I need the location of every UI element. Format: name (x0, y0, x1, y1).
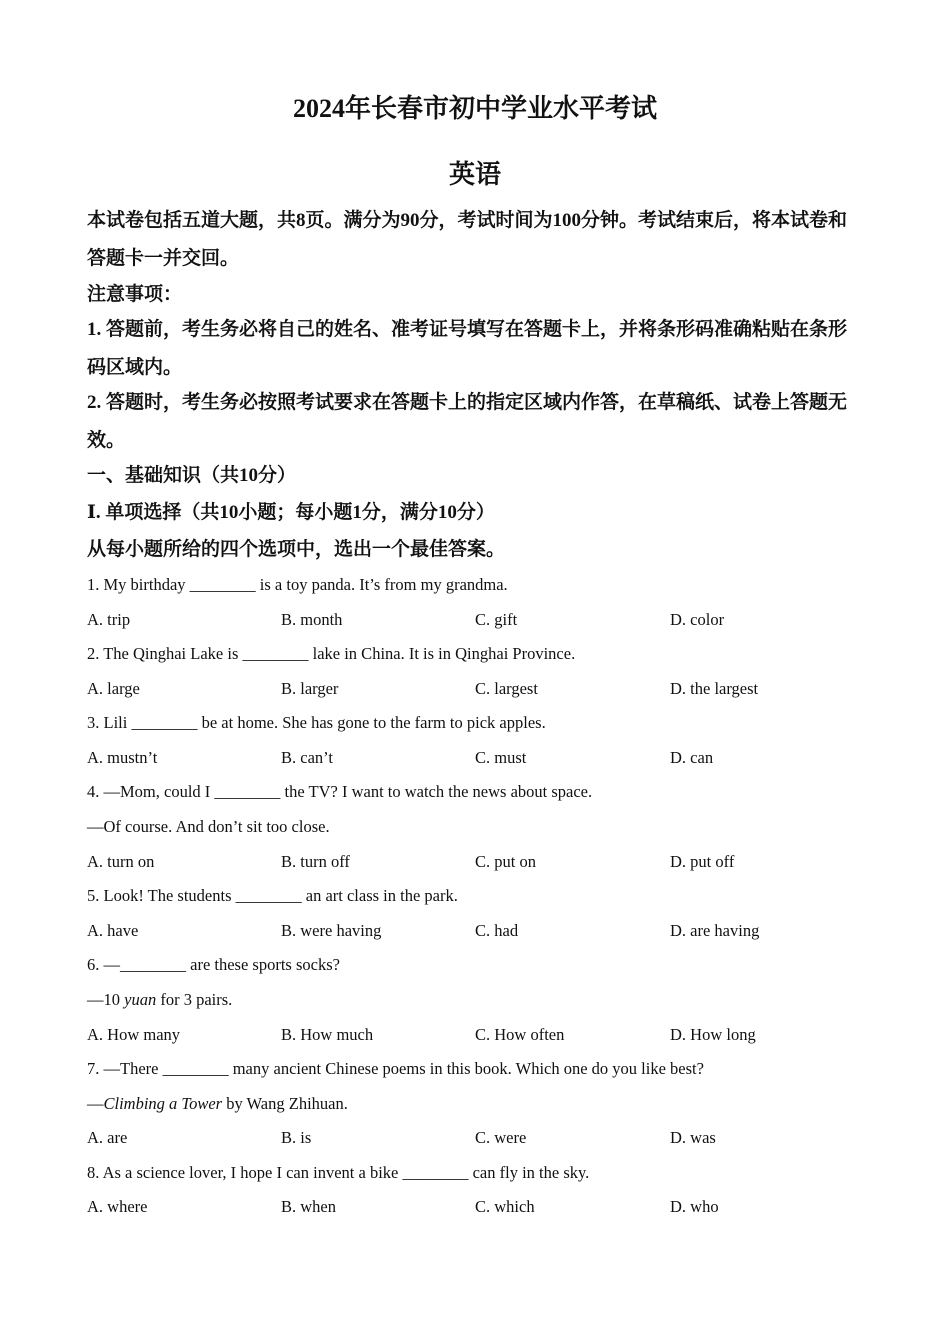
options-row (87, 1024, 863, 1046)
option-b: B. month (281, 610, 343, 629)
question-stem: 2. The Qinghai Lake is ________ lake in China. It is in Qinghai Province. (87, 644, 576, 663)
option-a: A. How many (87, 1025, 181, 1044)
options-row (87, 609, 863, 631)
option-b: B. when (281, 1197, 336, 1216)
part-direction: 从每小题所给的四个选项中，选出一个最佳答案。 (87, 539, 506, 560)
reply-italic-text: yuan (124, 990, 157, 1009)
notice-item-2: 2. 答题时，考生务必按照考试要求在答题卡上的指定区域内作答，在草稿纸、试卷上答题无效。 (87, 392, 848, 451)
reply-italic-text: Climbing a Tower (103, 1094, 223, 1113)
dialogue-reply: —Of course. And don’t sit too close. (87, 817, 330, 836)
options-row (87, 851, 863, 873)
option-d: D. the largest (670, 679, 759, 698)
option-c: C. gift (475, 610, 518, 629)
options-row (87, 747, 863, 769)
option-a: A. mustn’t (87, 748, 158, 767)
option-a: A. have (87, 921, 139, 940)
reply-text: for 3 pairs. (156, 990, 233, 1009)
option-d: D. are having (670, 921, 760, 940)
option-d: D. How long (670, 1025, 756, 1044)
option-d: D. can (670, 748, 714, 767)
section-title: 一、基础知识（共10分） (87, 465, 297, 486)
question-stem: 5. Look! The students ________ an art class in the park. (87, 886, 458, 905)
option-b: B. is (281, 1128, 312, 1147)
option-c: C. put on (475, 852, 536, 871)
option-a: A. where (87, 1197, 148, 1216)
option-c: C. which (475, 1197, 535, 1216)
reply-text: —10 (87, 990, 125, 1009)
option-d: D. was (670, 1128, 716, 1147)
question-stem: 3. Lili ________ be at home. She has gone to the farm to pick apples. (87, 713, 546, 732)
option-a: A. are (87, 1128, 128, 1147)
option-d: D. put off (670, 852, 735, 871)
option-c: C. largest (475, 679, 538, 698)
question-stem: 4. —Mom, could I ________ the TV? I want to watch the news about space. (87, 782, 593, 801)
subject-title: 英语 (448, 160, 501, 189)
question-stem: 8. As a science lover, I hope I can invent a bike ________ can fly in the sky. (87, 1163, 590, 1182)
options-row (87, 1127, 863, 1149)
option-c: C. How often (475, 1025, 565, 1044)
part-title: Ⅰ. 单项选择（共10小题；每小题1分，满分10分） (87, 502, 495, 523)
dialogue-reply (87, 1093, 863, 1115)
option-c: C. had (475, 921, 519, 940)
reply-text: by Wang Zhihuan. (222, 1094, 348, 1113)
option-b: B. How much (281, 1025, 374, 1044)
reply-text: — (87, 1094, 104, 1113)
option-a: A. large (87, 679, 140, 698)
notice-item-1: 1. 答题前，考生务必将自己的姓名、准考证号填写在答题卡上，并将条形码准确粘贴在条形码区域内。 (87, 319, 848, 378)
option-b: B. larger (281, 679, 339, 698)
option-a: A. turn on (87, 852, 155, 871)
options-row (87, 1196, 863, 1218)
option-b: B. can’t (281, 748, 333, 767)
option-b: B. turn off (281, 852, 350, 871)
exam-title: 2024年长春市初中学业水平考试 (292, 94, 657, 123)
option-d: D. color (670, 610, 725, 629)
option-d: D. who (670, 1197, 719, 1216)
question-stem: 7. —There ________ many ancient Chinese poems in this book. Which one do you like best? (87, 1059, 704, 1078)
option-c: C. must (475, 748, 527, 767)
notice-title: 注意事项： (87, 284, 183, 305)
options-row (87, 678, 863, 700)
option-a: A. trip (87, 610, 131, 629)
intro-paragraph: 本试卷包括五道大题，共8页。满分为90分，考试时间为100分钟。考试结束后，将本试卷和答题卡一并交回。 (87, 210, 848, 269)
options-row (87, 920, 863, 942)
option-b: B. were having (281, 921, 382, 940)
dialogue-reply (87, 989, 863, 1011)
question-stem: 6. —________ are these sports socks? (87, 955, 340, 974)
question-stem: 1. My birthday ________ is a toy panda. It’s from my grandma. (87, 575, 508, 594)
option-c: C. were (475, 1128, 527, 1147)
